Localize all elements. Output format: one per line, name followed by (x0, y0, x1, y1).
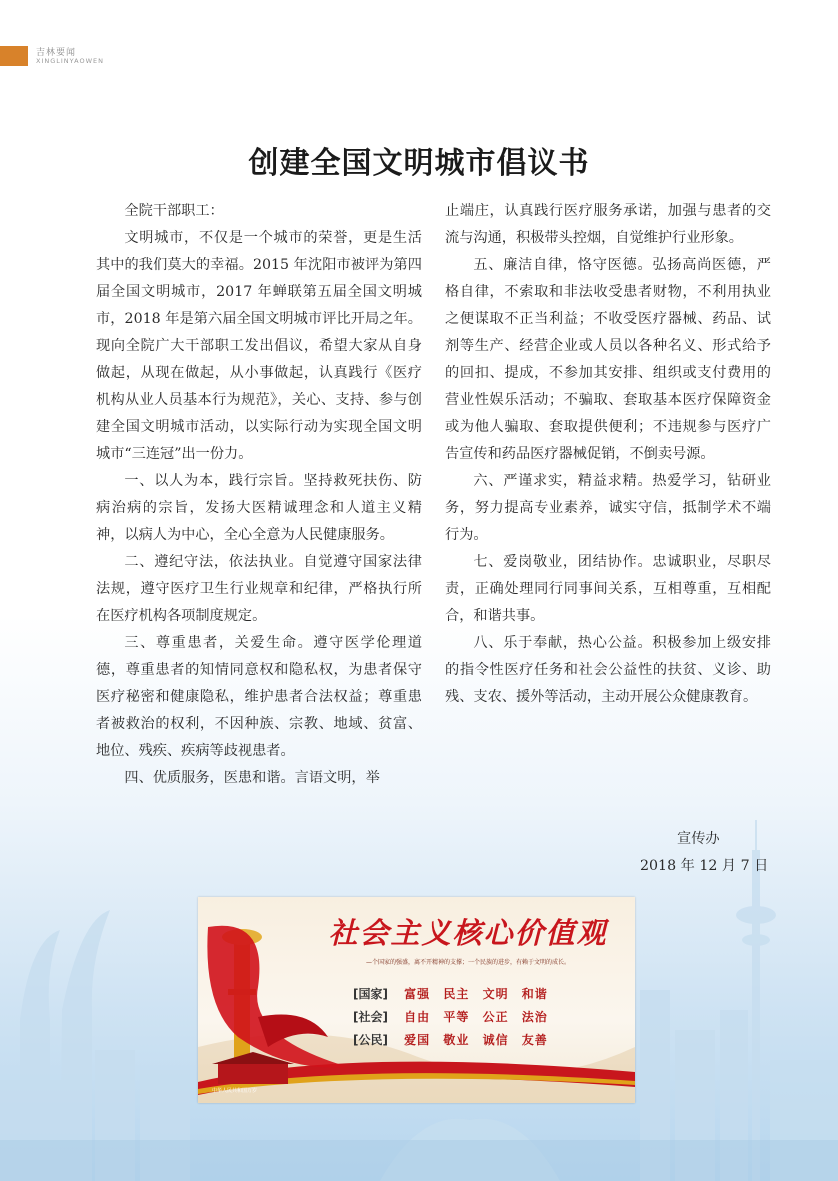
intro-paragraph: 文明城市，不仅是一个城市的荣誉，更是生活其中的我们莫大的幸福。2015 年沈阳市被评为第四届全国文明城市，2017 年蝉联第五届全国文明城市，2018 年是第六届全国文明城市评比开局之年。现向全院广大干部职工发出倡议，希望大家从自身做起，从现在做起，从小事做起，认真践行《医疗机构从业人员基本行为规范》，关心、支持、参与创建全国文明城市活动，以实际行动为实现全国文明城市“三连冠”出一份力。 (96, 230, 422, 462)
poster-row-society (353, 1008, 557, 1025)
poster-subtitle: —个国家的强盛，离不开精神的支撑；一个民族的进步，有赖于文明的成长。 (365, 959, 570, 966)
paragraph-7: 七、爱岗敬业，团结协作。忠诚职业，尽职尽责，正确处理同行同事间关系，互相尊重，互相配合，和谐共事。 (445, 554, 771, 624)
paragraph-3: 三、尊重患者，关爱生命。遵守医学伦理道德，尊重患者的知情同意权和隐私权，为患者保守医疗秘密和健康隐私，维护患者合法权益；尊重患者被救治的权利，不因种族、宗教、地域、贫富、地位、残疾、疾病等歧视患者。 (96, 635, 422, 759)
paragraph-4-continued: 止端庄，认真践行医疗服务承诺，加强与患者的交流与沟通，积极带头控烟，自觉维护行业形象。 (445, 203, 771, 246)
value-item: 文明 (482, 987, 509, 1001)
paragraph-1: 一、以人为本，践行宗旨。坚持救死扶伤、防病治病的宗旨，发扬大医精诚理念和人道主义精神，以病人为中心，全心全意为人民健康服务。 (96, 473, 422, 543)
poster-title: 社会主义核心价值观 (328, 916, 608, 950)
paragraph-8: 八、乐于奉献，热心公益。积极参加上级安排的指令性医疗任务和社会公益性的扶贫、义诊、助残、支农、援外等活动，主动开展公众健康教育。 (445, 635, 771, 705)
core-values-poster (198, 897, 635, 1103)
value-item: 法治 (521, 1010, 548, 1024)
article-title: 创建全国文明城市倡议书 (248, 146, 590, 181)
poster-row-tag: [国家] (353, 987, 388, 1001)
magazine-name-en: XINGLINYAOWEN (36, 57, 104, 65)
value-item: 富强 (404, 987, 431, 1001)
header-color-bar (0, 46, 28, 66)
article-column-right (445, 198, 771, 711)
paragraph-6: 六、严谨求实，精益求精。热爱学习，钻研业务，努力提高专业素养，诚实守信，抵制学术不端行为。 (445, 473, 771, 543)
poster-row-national (353, 985, 557, 1002)
value-item: 诚信 (482, 1033, 509, 1047)
value-item: 公正 (482, 1010, 509, 1024)
value-item: 友善 (521, 1033, 548, 1047)
poster-row-citizen (353, 1031, 557, 1048)
value-item: 和谐 (521, 987, 548, 1001)
paragraph-5: 五、廉洁自律，恪守医德。弘扬高尚医德，严格自律，不索取和非法收受患者财物，不利用执业之便谋取不正当利益；不收受医疗器械、药品、试剂等生产、经营企业或人员以各种名义、形式给予的回扣、提成，不参加其安排、组织或支付费用的营业性娱乐活动；不骗取、套取基本医疗保障资金或为他人骗取、套取提供便利；不违规参与医疗广告宣传和药品医疗器械促销，不倒卖号源。 (445, 257, 771, 462)
poster-row-tag: [公民] (353, 1033, 388, 1047)
paragraph-4-start: 四、优质服务，医患和谐。言语文明，举 (124, 770, 380, 786)
poster-stamp-text: 中华人民共和国万岁 (212, 1088, 258, 1094)
value-item: 民主 (443, 987, 470, 1001)
value-item: 平等 (443, 1010, 470, 1024)
poster-row-tag: [社会] (353, 1010, 388, 1024)
signature-department: 宣传办 (677, 831, 720, 847)
salutation: 全院干部职工： (124, 203, 224, 219)
value-item: 敬业 (443, 1033, 470, 1047)
value-item: 爱国 (404, 1033, 431, 1047)
article-column-left (96, 198, 422, 792)
signature-date: 2018 年 12 月 7 日 (640, 858, 769, 874)
paragraph-2: 二、遵纪守法，依法执业。自觉遵守国家法律法规，遵守医疗卫生行业规章和纪律，严格执行所在医疗机构各项制度规定。 (96, 554, 422, 624)
value-item: 自由 (404, 1010, 431, 1024)
magazine-name: 吉林要闻 (36, 48, 77, 58)
